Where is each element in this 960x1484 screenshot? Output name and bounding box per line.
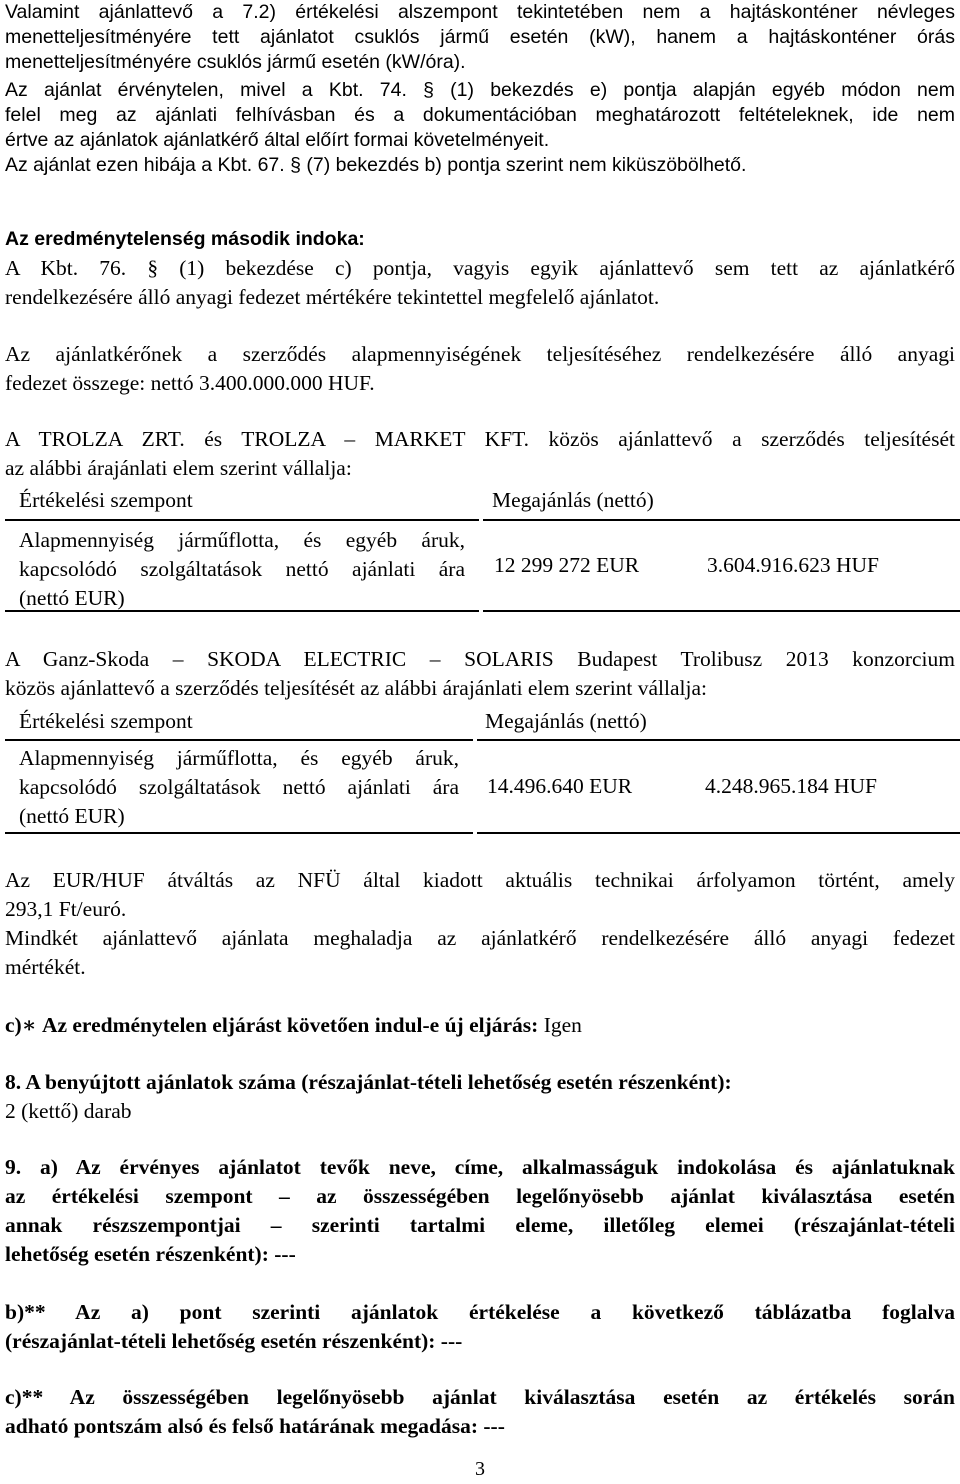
text-line: Az ajánlat érvénytelen, mivel a Kbt. 74. § (1) bekezdés e) pontja alapján egyéb módon nem [5, 79, 955, 101]
second-reason-section [5, 227, 955, 252]
section-9b [5, 1298, 955, 1356]
question-text: Az eredménytelen eljárást követően indul-e új eljárás: [41, 1013, 539, 1037]
text-line: A Ganz-Skoda – SKODA ELECTRIC – SOLARIS Budapest Trolibusz 2013 konzorcium [5, 647, 955, 671]
text-line: annak részszempontjai – szerinti tartalmi eleme, illetőleg elemei (részajánlat-tételi [5, 1213, 955, 1237]
section-9c [5, 1383, 955, 1441]
table-rule [483, 610, 960, 612]
text-line: Az ajánlatkérőnek a szerződés alapmennyiségének teljesítéséhez rendelkezésére álló anyagi [5, 342, 955, 366]
item-label: c) [5, 1013, 22, 1037]
criterion-cell: (nettó EUR) [19, 804, 125, 828]
column-header: Értékelési szempont [19, 488, 193, 512]
criterion-cell [19, 744, 459, 773]
text-line: menetteljesítményére csuklós jármű esetén (kW/óra). [5, 51, 466, 73]
text-line: Alapmennyiség járműflotta, és egyéb áruk, [19, 746, 459, 770]
text-line: 293,1 Ft/euró. [5, 897, 127, 921]
table-rule [477, 832, 960, 834]
bidder1-offer-table [5, 483, 960, 613]
text-line: c)** Az összességében legelőnyösebb ajánlat kiválasztása esetén az értékelés során [5, 1385, 955, 1409]
text-line: felel meg az ajánlati felhívásban és a dokumentációban meghatározott feltételeknek, ide nem [5, 104, 955, 126]
table-rule [477, 739, 960, 741]
offer-eur: 14.496.640 EUR [487, 774, 633, 798]
offers-count-section [5, 1068, 955, 1126]
criterion-cell: (nettó EUR) [19, 586, 125, 610]
text-line: mértékét. [5, 955, 86, 979]
text-line: rendelkezésére álló anyagi fedezet mértékére tekintettel megfelelő ajánlatot. [5, 285, 660, 309]
text-line: Mindkét ajánlattevő ajánlata meghaladja az ajánlatkérő rendelkezésére álló anyagi fedezet [5, 926, 955, 950]
bidder2-intro [5, 645, 955, 703]
column-header: Megajánlás (nettó) [485, 709, 647, 733]
new-procedure-section [5, 1011, 955, 1040]
asterisk-icon: ∗ [21, 1013, 37, 1037]
text-line: lehetőség esetén részenként): --- [5, 1242, 296, 1266]
table-rule [5, 610, 479, 612]
text-line: közös ajánlattevő a szerződés teljesítését az alábbi árajánlati elem szerint vállalja: [5, 676, 708, 700]
criterion-cell [19, 555, 465, 584]
column-header: Megajánlás (nettó) [492, 488, 654, 512]
offer-huf: 3.604.916.623 HUF [707, 553, 880, 577]
text-line: menetteljesítményére tett ajánlatot csuklós jármű esetén (kW), hanem a hajtáskonténer órás [5, 26, 955, 48]
offer-eur: 12 299 272 EUR [494, 553, 640, 577]
answer-text: 2 (kettő) darab [5, 1099, 132, 1123]
exchange-paragraph [5, 866, 955, 982]
text-line: b)** Az a) pont szerinti ajánlatok értékelése a következő táblázatba foglalva [5, 1300, 955, 1324]
table-rule [5, 832, 473, 834]
text-line: kapcsolódó szolgáltatások nettó ajánlati ára [19, 775, 459, 799]
text-line: (részajánlat-tételi lehetőség esetén részenként): --- [5, 1329, 463, 1353]
text-line: az alábbi árajánlati elem szerint vállalja: [5, 456, 352, 480]
bidder1-intro [5, 425, 955, 483]
answer-text: Igen [543, 1013, 582, 1037]
text-line: kapcsolódó szolgáltatások nettó ajánlati ára [19, 557, 465, 581]
table-rule [5, 519, 479, 521]
table-rule [5, 739, 473, 741]
text-line: Alapmennyiség járműflotta, és egyéb áruk, [19, 528, 465, 552]
text-line: 9. a) Az érvényes ajánlatot tevők neve, címe, alkalmasságuk indokolása és ajánlatuknak [5, 1155, 955, 1179]
section-9a [5, 1153, 955, 1269]
page-number: 3 [475, 1458, 485, 1480]
table-rule [483, 519, 960, 521]
second-reason-text [5, 254, 955, 312]
criterion-cell [19, 773, 459, 802]
text-line: Valamint ajánlattevő a 7.2) értékelési alszempont tekintetében nem a hajtáskonténer névleges [5, 1, 955, 23]
text-line: Az EUR/HUF átváltás az NFÜ által kiadott aktuális technikai árfolyamon történt, amely [5, 868, 955, 892]
invalidity-paragraph [5, 0, 955, 178]
offer-huf: 4.248.965.184 HUF [705, 774, 878, 798]
bidder2-offer-table [5, 706, 960, 836]
text-line: adható pontszám alsó és felső határának megadása: --- [5, 1414, 505, 1438]
budget-paragraph [5, 340, 955, 398]
text-line: értve az ajánlatok ajánlatkérő által előírt formai követelményeit. [5, 129, 550, 151]
text-line: A TROLZA ZRT. és TROLZA – MARKET KFT. közös ajánlattevő a szerződés teljesítését [5, 427, 955, 451]
text-line: az értékelési szempont – az összességében legelőnyösebb ajánlat kiválasztása esetén [5, 1184, 955, 1208]
text-line: fedezet összege: nettó 3.400.000.000 HUF. [5, 371, 375, 395]
text-line: Az ajánlat ezen hibája a Kbt. 67. § (7) bekezdés b) pontja szerint nem kiküszöbölhető. [5, 154, 747, 176]
section-heading: 8. A benyújtott ajánlatok száma (részajánlat-tételi lehetőség esetén részenként): [5, 1070, 732, 1094]
column-header: Értékelési szempont [19, 709, 193, 733]
criterion-cell [19, 526, 465, 555]
text-line: A Kbt. 76. § (1) bekezdése c) pontja, vagyis egyik ajánlattevő sem tett az ajánlatkérő [5, 256, 955, 280]
section-heading: Az eredménytelenség második indoka: [5, 228, 365, 250]
